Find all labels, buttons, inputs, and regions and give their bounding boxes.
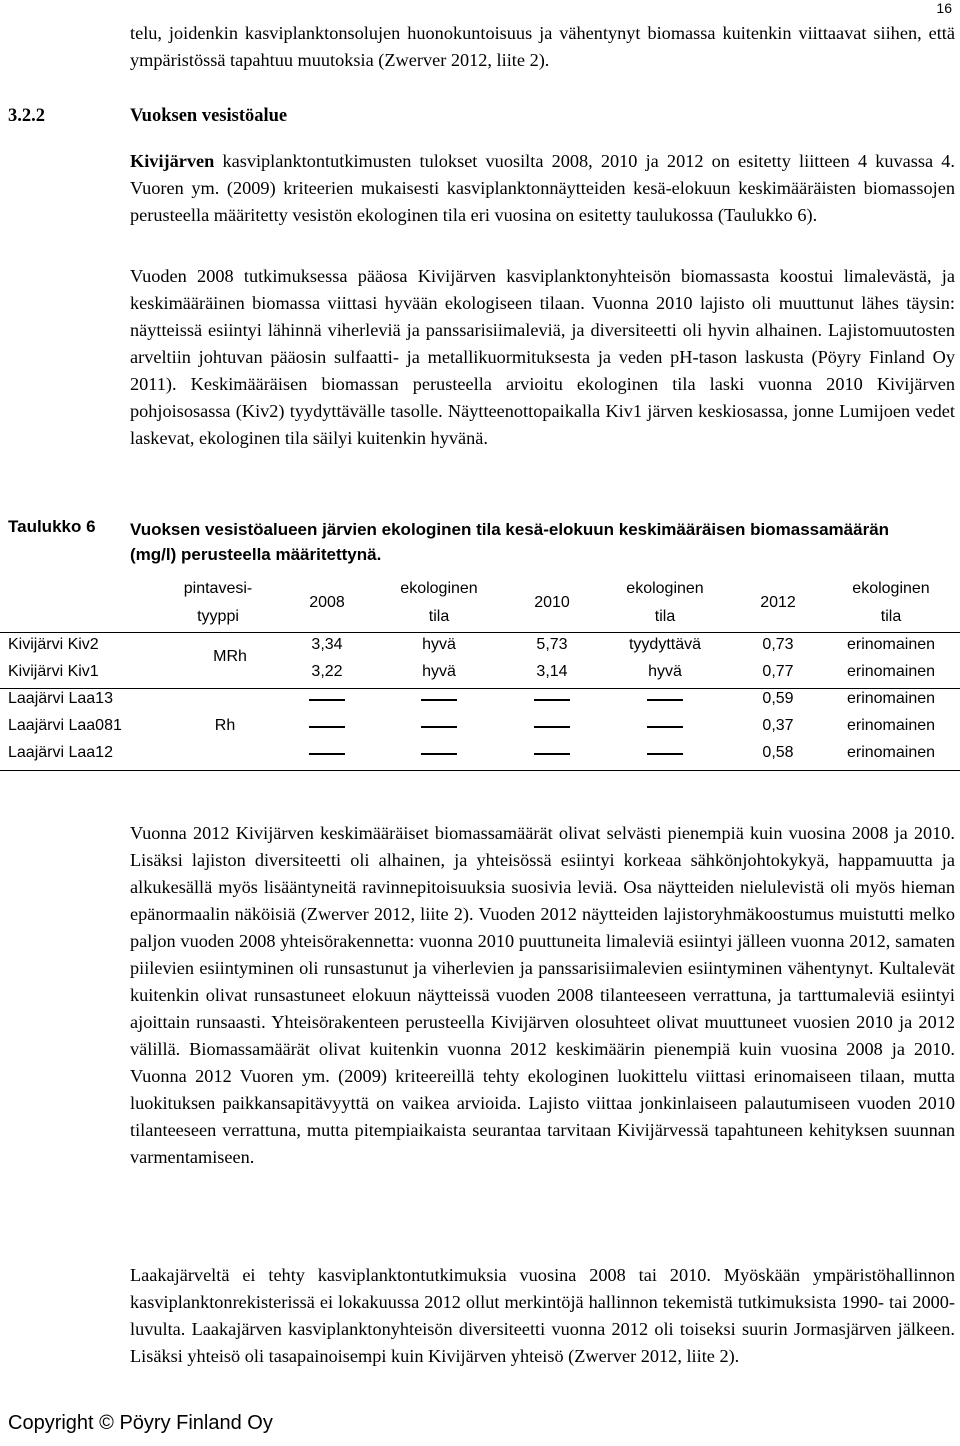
table-cell-status: hyvä [422, 636, 456, 653]
table-bottom-border [0, 770, 960, 771]
empty-dash [534, 726, 570, 728]
empty-dash [421, 753, 457, 755]
table-row-name: Kivijärvi Kiv2 [8, 636, 99, 653]
table-cell-value: 5,73 [536, 636, 568, 653]
table-cell-value: 0,73 [762, 636, 794, 653]
table-cell-status: erinomainen [846, 744, 936, 761]
intro-paragraph: telu, joidenkin kasviplanktonsolujen huonokuntoisuus ja vähentynyt biomassa kuitenkin viittaavat siihen, että ympäristössä tapahtuu muutoksia (Zwerver 2012, liite 2). [130, 23, 955, 70]
section-number: 3.2.2 [8, 106, 45, 126]
header-divider [0, 632, 960, 633]
header-2008: 2008 [309, 594, 345, 611]
group-divider [0, 688, 960, 689]
table-cell-status: erinomainen [846, 636, 936, 653]
table-cell-value: 0,37 [762, 717, 794, 734]
table-row-name: Laajärvi Laa12 [8, 744, 113, 761]
table-label: Taulukko 6 [8, 517, 96, 536]
header-type-line1: pintavesi- [183, 580, 253, 597]
paragraph-1 [130, 148, 955, 229]
paragraph-4: Laakajärveltä ei tehty kasviplanktontutkimuksia vuosina 2008 tai 2010. Myöskään ympäristöhallinnon kasviplanktonrekisterissä ei lokakuussa 2012 ollut merkintöjä hallinnon tekemistä tutkimuksista 1990- tai 2000-luvulta. Laakajärven kasviplanktonyhteisön diversiteetti vuonna 2012 oli toiseksi suurin Jormasjärven jälkeen. Lisäksi yhteisö oli tasapainoisempi kuin Kivijärven yhteisö (Zwerver 2012, liite 2). [130, 1265, 955, 1366]
empty-dash [309, 699, 345, 701]
type-group-rh: Rh [214, 717, 236, 734]
empty-dash [647, 726, 683, 728]
table-cell-status: hyvä [422, 663, 456, 680]
empty-dash [309, 753, 345, 755]
paragraph-3: Vuonna 2012 Kivijärven keskimääräiset biomassamäärät olivat selvästi pienempiä kuin vuosina 2008 ja 2010. Lisäksi lajiston diversiteetti oli alhainen, ja yhteisössä esiintyi korkeaa sähkönjohtokykyä, happamuutta ja alkukesällä myös lisääntyneitä ravinnepitoisuuksia suosivia leviä. Osa näytteiden nielulevistä oli myös hieman epänormaalin näköisiä (Zwerver 2012, liite 2). Vuoden 2012 näytteiden lajistoryhmäkoostumus muistutti melko paljon vuoden 2008 yhteisörakennetta: vuonna 2010 puuttuneita limaleviä esiintyi jälleen vuonna 2012, samaten piilevien esiintyminen oli runsastunut ja viherlevien ja panssarisiimalevien esiintyminen vähentynyt. Kultalevät kuitenkin olivat runsastuneet elokuun näytteissä vuoden 2008 tilanteeseen verrattuna, ja tarttumaleviä esiintyi ajoittain runsaasti. Yhteisörakenteen perusteella Kivijärven olosuhteet olivat muuttuneet vuosien 2010 ja 2012 välillä. Biomassamäärät olivat kuitenkin vuonna 2012 keskimäärin pienempiä kuin vuosina 2008 ja 2010. Vuonna 2012 Vuoren ym. (2009) kriteereillä tehty ekologinen luokittelu viittasi erinomaiseen tilaan, mutta luokituksen paikkansapitävyyttä on vaikea arvioida. Lajisto viittaa jonkinlaiseen palautumiseen vuoden 2010 tilanteeseen verrattuna, mutta pitempiaikaista seurantaa tarvitaan Kivijärvessä tapahtuneen kehityksen suunnan varmentamiseen. [130, 823, 955, 1167]
header-2010: 2010 [534, 594, 570, 611]
empty-dash [309, 726, 345, 728]
header-eco1-line2: tila [428, 608, 450, 625]
table-cell-status: tyydyttävä [628, 636, 702, 653]
type-group-mrh: MRh [213, 648, 247, 665]
header-2012: 2012 [760, 594, 796, 611]
table-cell-value: 0,59 [762, 690, 794, 707]
table-row-name: Laajärvi Laa081 [8, 717, 122, 734]
section-title: Vuoksen vesistöalue [130, 106, 288, 126]
empty-dash [421, 699, 457, 701]
empty-dash [534, 753, 570, 755]
table-cell-status: erinomainen [846, 690, 936, 707]
page-number: 16 [936, 0, 952, 16]
paragraph-1-text: kasviplanktontutkimusten tulokset vuosilta 2008, 2010 ja 2012 on esitetty liitteen 4 kuvassa 4. Vuoren ym. (2009) kriteerien mukaisesti kasviplanktonnäytteiden kesä-elokuun keskimääräisten biomassojen perusteella määritetty vesistön ekologinen tila eri vuosina on esitetty taulukossa (Taulukko 6). [130, 151, 955, 225]
empty-dash [534, 699, 570, 701]
table-cell-value: 3,14 [536, 663, 568, 680]
table-cell-status: erinomainen [846, 717, 936, 734]
header-eco3-line2: tila [880, 608, 902, 625]
header-eco2-line1: ekologinen [626, 580, 704, 597]
header-eco2-line2: tila [654, 608, 676, 625]
paragraph-2: Vuoden 2008 tutkimuksessa pääosa Kivijärven kasviplanktonyhteisön biomassasta koostui limalevästä, ja keskimääräinen biomassa viittasi hyvään ekologiseen tilaan. Vuonna 2010 lajisto oli muuttunut lähes täysin: näytteissä esiintyi lähinnä viherleviä ja panssarisiimaleviä, ja diversiteetti oli hyvin alhainen. Lajistomuutosten arveltiin johtuvan pääosin sulfaatti- ja metallikuormituksesta ja veden pH-tason laskusta (Pöyry Finland Oy 2011). Keskimääräisen biomassan perusteella arvioitu ekologinen tila laski vuonna 2010 Kivijärven pohjoisosassa (Kiv2) tyydyttävälle tasolle. Näytteenottopaikalla Kiv1 järven keskiosassa, jonne Lumijoen vedet laskevat, ekologinen tila säilyi kuitenkin hyvänä. [130, 266, 955, 448]
copyright-footer: Copyright © Pöyry Finland Oy [8, 1412, 273, 1434]
table-cell-value: 0,58 [762, 744, 794, 761]
table-cell-value: 0,77 [762, 663, 794, 680]
empty-dash [421, 726, 457, 728]
table-cell-value: 3,34 [311, 636, 343, 653]
table-row-name: Laajärvi Laa13 [8, 690, 113, 707]
empty-dash [647, 753, 683, 755]
table-caption: Vuoksen vesistöalueen järvien ekologinen tila kesä-elokuun keskimääräisen biomassamäärän (mg/l) perusteella määritettynä. [130, 520, 890, 564]
header-type-line2: tyyppi [197, 608, 239, 625]
table-row-name: Kivijärvi Kiv1 [8, 663, 99, 680]
header-eco1-line1: ekologinen [400, 580, 478, 597]
table-cell-status: hyvä [648, 663, 682, 680]
header-eco3-line1: ekologinen [852, 580, 930, 597]
empty-dash [647, 699, 683, 701]
paragraph-1-lead: Kivijärven [130, 151, 215, 171]
table-cell-value: 3,22 [311, 663, 343, 680]
table-cell-status: erinomainen [846, 663, 936, 680]
